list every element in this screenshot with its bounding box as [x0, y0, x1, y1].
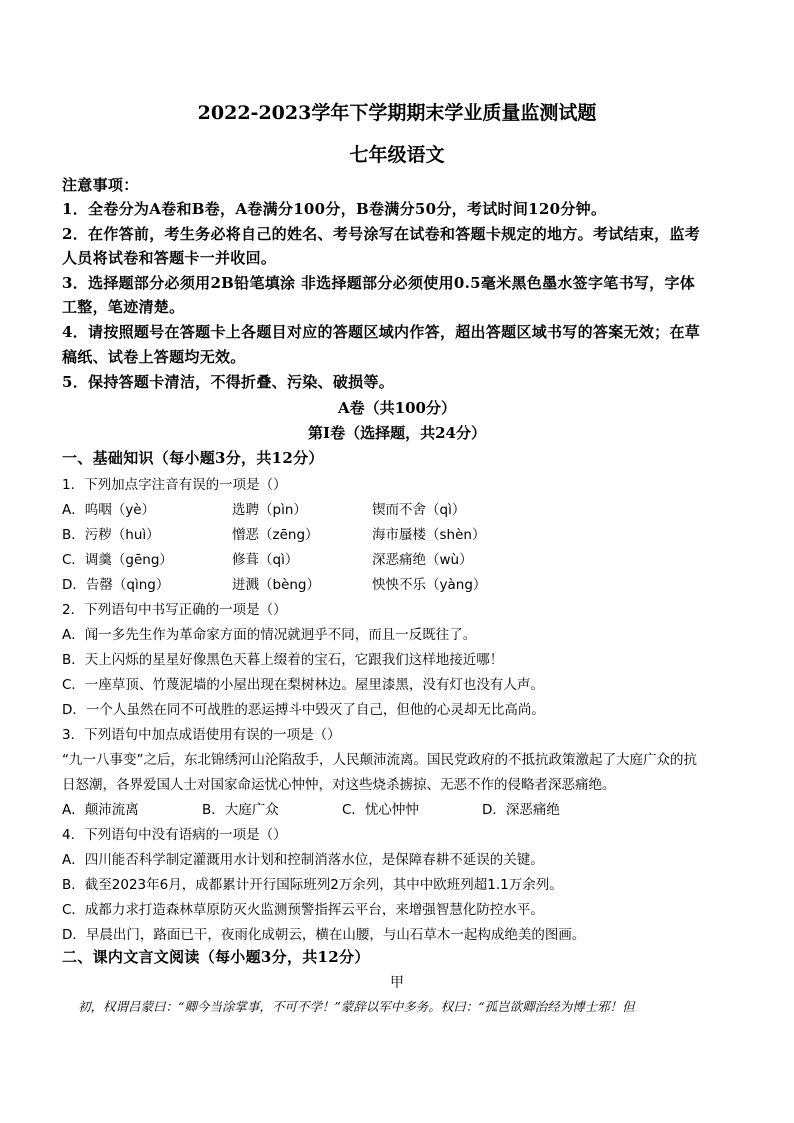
q4-option-b: B．截至2023年6月，成都累计开行国际班列2万余列，其中中欧班列超1.1万余列。	[62, 877, 563, 893]
q4-option-a: A．四川能否科学制定灌溉用水计划和控制消落水位，是保障春耕不延误的关键。	[62, 852, 544, 868]
section2-heading: 二、课内文言文阅读（每小题3分，共12分）	[62, 948, 370, 966]
q1-option-a2: 选聘（pìn）	[232, 502, 307, 518]
note-line: 稿纸、试卷上答题均无效。	[62, 348, 246, 366]
q4-stem: 4．下列语句中没有语病的一项是（）	[62, 827, 287, 843]
q3-option-b: B．大庭广众	[202, 802, 279, 818]
q2-stem: 2．下列语句中书写正确的一项是（）	[62, 602, 287, 618]
note-line: 工整，笔迹清楚。	[62, 298, 185, 316]
note-line: 4．请按照题号在答题卡上各题目对应的答题区域内作答，超出答题区域书写的答案无效；在草	[62, 323, 701, 341]
q1-option-b1: B．污秽（huì）	[62, 527, 160, 543]
q3-option-d: D．深恶痛绝	[482, 802, 560, 818]
section1-heading: 一、基础知识（每小题3分，共12分）	[62, 449, 324, 467]
q4-option-d: D．早晨出门，路面已干，夜雨化成朝云，横在山腰，与山石草木一起构成绝美的图画。	[62, 927, 586, 943]
q2-option-b: B．天上闪烁的星星好像黑色天暮上缀着的宝石，它跟我们这样地接近哪！	[62, 652, 504, 668]
q1-option-d2: 迸溅（bèng）	[232, 577, 321, 593]
exam-title: 2022-2023学年下学期期末学业质量监测试题	[197, 102, 597, 124]
q3-passage-line: 日怒潮，各界爱国人士对国家命运忧心忡忡，对这些烧杀掳掠、无恶不作的侵略者深恶痛绝。	[62, 777, 616, 793]
part1-title: 第Ⅰ卷（选择题，共24分）	[308, 424, 486, 442]
note-line: 2．在作答前，考生务必将自己的姓名、考号涂写在试卷和答题卡规定的地方。考试结束，监考	[62, 225, 701, 243]
passage-text: 初，权谓吕蒙曰：“卿今当涂掌事，不可不学！”蒙辞以军中多务。权曰：“孤岂欲卿治经为博士邪！但	[78, 999, 635, 1014]
note-line: 3．选择题部分必须用2B铅笔填涂 非选择题部分必须使用0.5毫米黑色墨水签字笔书写，字体	[62, 274, 696, 292]
note-line: 1．全卷分为A卷和B卷，A卷满分100分，B卷满分50分，考试时间120分钟。	[62, 200, 607, 218]
notes-heading: 注意事项：	[62, 176, 139, 194]
q1-option-a1: A．呜咽（yè）	[62, 502, 156, 518]
q1-option-d3: 怏怏不乐（yàng）	[372, 577, 487, 593]
q2-option-d: D．一个人虽然在同不可战胜的恶运搏斗中毁灭了自己，但他的心灵却无比高尚。	[62, 702, 545, 718]
q1-option-c3: 深恶痛绝（wù）	[372, 552, 473, 568]
q1-option-c2: 修葺（qì）	[232, 552, 299, 568]
q1-stem: 1．下列加点字注音有误的一项是（）	[62, 477, 287, 493]
q1-option-a3: 锲而不舍（qì）	[372, 502, 466, 518]
volume-a-title: A卷（共100分）	[338, 399, 456, 417]
q1-option-c1: C．调羹（gēng）	[62, 552, 173, 568]
q1-option-b3: 海市蜃楼（shèn）	[372, 527, 486, 543]
q1-option-b2: 憎恶（zēng）	[232, 527, 319, 543]
exam-subtitle: 七年级语文	[349, 144, 445, 166]
q3-stem: 3．下列语句中加点成语使用有误的一项是（）	[62, 727, 341, 743]
q1-option-d1: D．告罄（qìng）	[62, 577, 170, 593]
q3-option-a: A．颠沛流离	[62, 802, 139, 818]
passage-label: 甲	[390, 975, 404, 991]
q3-option-c: C．忧心忡忡	[342, 802, 419, 818]
note-line: 人员将试卷和答题卡一并收回。	[62, 249, 277, 267]
q3-passage-line: “九一八事变”之后，东北锦绣河山沦陷敌手，人民颠沛流离。国民党政府的不抵抗政策激起了大庭广众的抗	[62, 752, 697, 768]
q2-option-c: C．一座草顶、竹蔑泥墙的小屋出现在梨树林边。屋里漆黑，没有灯也没有人声。	[62, 677, 544, 693]
q4-option-c: C．成都力求打造森林草原防灭火监测预警指挥云平台，来增强智慧化防控水平。	[62, 902, 544, 918]
q2-option-a: A．闻一多先生作为革命家方面的情况就迥乎不同，而且一反既往了。	[62, 627, 477, 643]
note-line: 5．保持答题卡清洁，不得折叠、污染、破损等。	[62, 373, 395, 391]
